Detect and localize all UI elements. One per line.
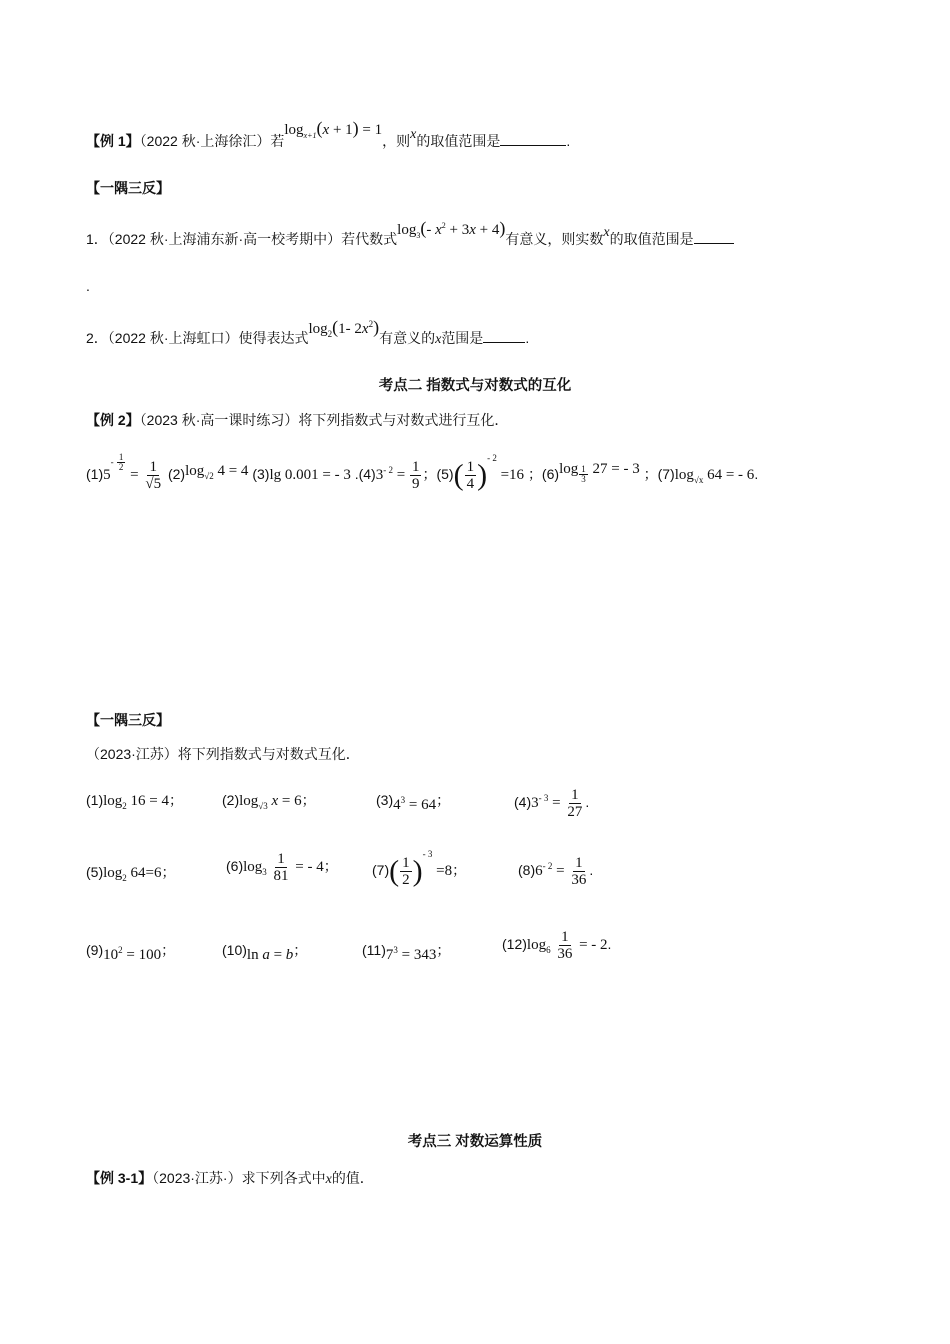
example-1-source: （2022 秋·上海徐汇）若 [139,133,285,149]
practice-formula-1: $\log_2 16 = 4$ [103,793,170,811]
item-label: (4) [514,794,532,810]
formula-2: $\log_{√2} 4 = 4$ [185,463,249,481]
example-1-tail: ，则 [382,133,411,149]
item-label: (6) [226,858,244,874]
item-label: ；(6) [527,466,560,482]
practice-item-3: $(3)4^3 = 64$； [376,792,451,813]
practice-item-5: $(5)\log_2$ 64=6； [86,864,176,883]
practice-item-11: $(11)7^3 = 343$； [362,942,451,963]
practice-formula-8: $6^{- 2}$ = $\frac{1}{36}$ [535,855,587,889]
problem-1-tail: 有意义，则实数 [505,231,604,247]
item-label: (8) [518,862,536,878]
problem-1-num: 1． [86,231,108,247]
practice-label-2: 【一隅三反】 [86,712,170,728]
formula-6: log $_{\frac{1}{3}}$ 27 = - 3 [559,461,640,485]
example-1-tail2: 的取值范围是 [416,133,501,149]
item-label: (3) [252,466,270,482]
formula-4: $3^{- 2}$ = $\frac{1}{9}$ [375,459,420,493]
practice-2-text: （2023·江苏）将下列指数式与对数式互化． [86,746,360,762]
example-1-line: 【例 1】（2022 秋·上海徐汇）若$\log_{x+1}(x + 1) = 1$，则x的取值范围是 . [86,118,571,149]
practice-formula-4: $3^{- 3}$ = $\frac{1}{27}$ [531,787,583,821]
item-label: (10) [222,942,247,958]
item-label: (7) [372,862,390,878]
formula-1: $5^{- \frac{1}{2}}$ = $\frac{1}{√5}$ [103,452,162,493]
example-3-text: （2023·江苏·）求下列各式中 [152,1170,326,1186]
practice-formula-7: ( $\frac{1}{2}$ )$^{- 3}$ =8 [389,849,453,889]
practice-label-1: 【一隅三反】 [86,180,170,196]
example-1-var: x [410,127,417,142]
problem-2-tail2: 范围是 [441,330,484,346]
practice-item-6: $(6)\log_3$ $\frac{1}{81}$ = - 4； [226,851,338,885]
problem-1-formula: $\log_3(-$ $x^2 + 3x + 4$) [397,218,506,240]
formula-7: $\log_{√x} 64$ = - 6 [674,467,755,485]
practice-item-12: $(12)\log_6$ $\frac{1}{36}$ = - 2. [502,929,612,963]
problem-1-var: x [603,225,610,240]
example-3-tail: 的值． [331,1170,374,1186]
problem-2-formula: $\log_2(1-$ $2x^2$) [308,317,380,339]
example-2-formulas: $(1)5^{- \frac{1}{2}}$ = $\frac{1}{√5}$ $(2)\log_{√2}$ 4 = 4 (3)lg 0.001 = - 3 $.(4)3^{- 2}$ = $\frac{1}{9}$ ；(5)( $\frac{1}{4}$ )$^{- 2}$ =16 ；(6)log $_{\frac{1}{3}}$ 27 = - 3 ；$(7)\log_{√x}$ 64 = - 6. [86,452,759,493]
problem-2-var: x [435,332,442,347]
practice-formula-3: $4^3 = 64$ [393,795,437,813]
item-label: (11) [362,942,386,958]
section-3-title: 考点三 对数运算性质 [407,1134,543,1150]
practice-formula-6: $\log_3$ $\frac{1}{81}$ = - 4 [243,851,324,885]
example-1-formula: $\log_{x+1}(x + 1) = 1$ [284,118,383,140]
practice-item-8: $(8)6^{- 2}$ = $\frac{1}{36}$ . [518,855,594,889]
practice-item-7: (7)( $\frac{1}{2}$ )$^{- 3}$ =8； [372,849,467,889]
item-label: (9) [86,942,104,958]
example-2-label: 【例 2】 [86,412,140,428]
example-3-label: 【例 3-1】 [86,1170,153,1186]
item-label: ；(5) [422,466,454,482]
problem-2-text: （2022 秋·上海虹口）使得表达式 [107,330,309,346]
practice-formula-9: $10^2 = 100$ [103,945,162,963]
practice-item-1: $(1)\log_2$ 16 = 4； [86,792,184,811]
practice-formula-11: $7^3 = 343$ [385,945,437,963]
practice-formula-5: $\log_2 64=6$ [103,865,162,883]
answer-blank [694,231,734,244]
item-label: (3) [376,792,394,808]
problem-1-text: （2022 秋·上海浦东新·高一校考期中）若代数式 [107,231,398,247]
example-2-line [86,410,508,430]
problem-2-num: 2． [86,330,108,346]
formula-5: ( $\frac{1}{4}$ )$^{- 2}$ =16 [453,453,525,493]
item-label: ；(7) [643,466,675,482]
practice-item-10: (10)ln a = b； [222,942,308,963]
problem-2-tail: 有意义的 [379,330,436,346]
section-2-title: 考点二 指数式与对数式的互化 [378,378,572,394]
item-label: (2) [167,466,186,482]
item-label: (4) [358,466,376,482]
problem-1-line [86,212,734,260]
period: . [86,278,90,294]
problem-1-tail2: 的取值范围是 [609,231,694,247]
formula-3: lg 0.001 = - 3 [269,467,351,483]
item-label: (1) [86,466,104,482]
example-1-label: 【例 1】 [86,133,140,149]
problem-2-line: 2．（2022 秋·上海虹口）使得表达式$\log_2(1-$ $2x^2$)有意义的x范围是 . [86,317,530,347]
practice-formula-10: ln a = b [246,947,294,963]
answer-blank [483,330,525,343]
practice-item-2: $(2)\log_{√3}$ x = 6； [222,792,316,811]
item-label: (5) [86,864,104,880]
practice-formula-12: $\log_6$ $\frac{1}{36}$ = - 2 [526,929,608,963]
example-3-line [86,1168,374,1188]
practice-item-4: $(4)3^{- 3}$ = $\frac{1}{27}$ . [514,787,590,821]
item-label: (12) [502,936,527,952]
practice-item-9: $(9)10^2 = 100$； [86,942,176,963]
answer-blank [500,133,566,146]
example-2-text: （2023 秋·高一课时练习）将下列指数式与对数式进行互化． [139,412,509,428]
practice-formula-2: $\log_{√3} x = 6$ [239,793,302,811]
item-label: (1) [86,792,104,808]
example-3-var: x [325,1172,332,1187]
item-label: (2) [222,792,240,808]
